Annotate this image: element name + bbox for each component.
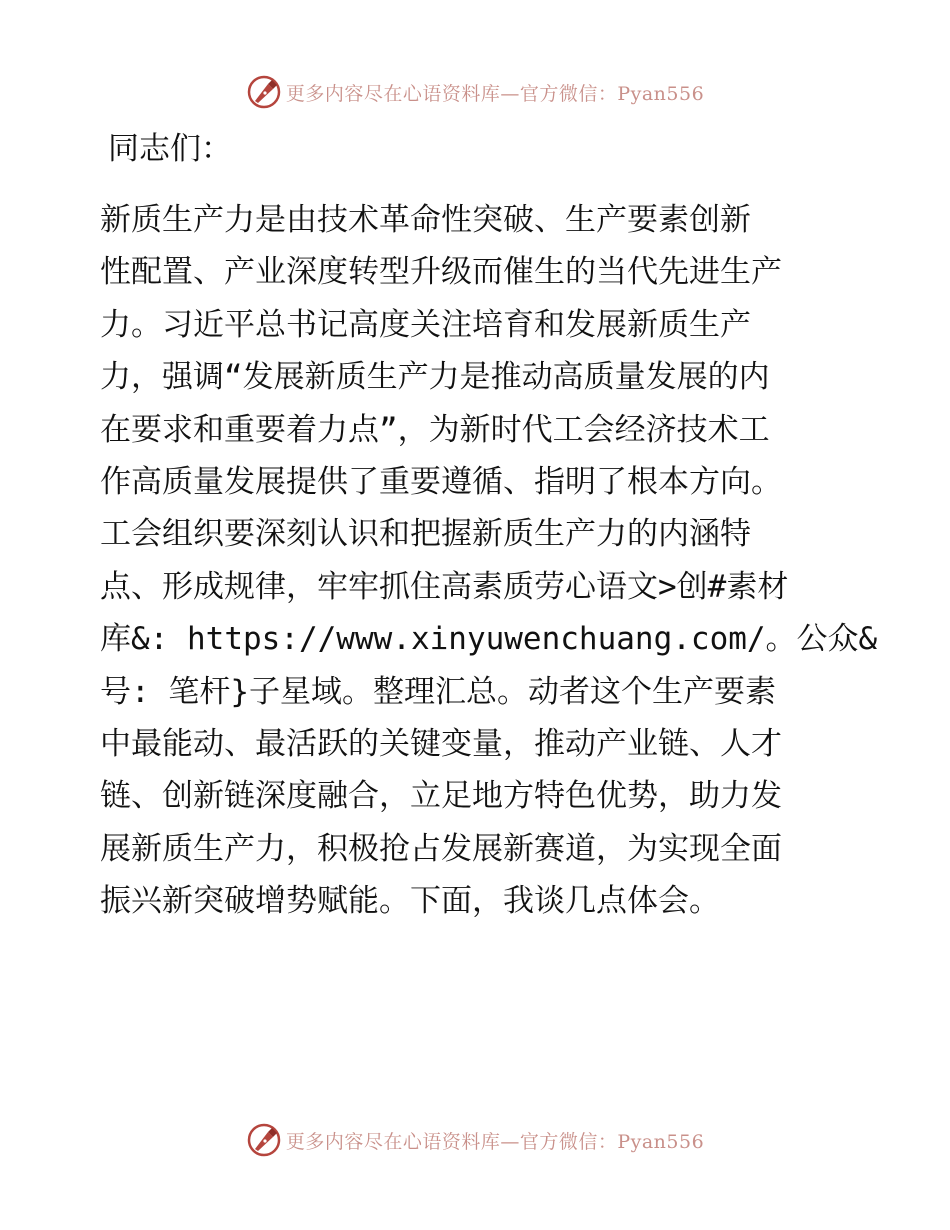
paragraph-line: 在要求和重要着力点”，为新时代工会经济技术工 [100,411,770,448]
pen-nib-logo-icon [246,1122,282,1158]
greeting: 同志们： [108,131,232,167]
banner-text: 更多内容尽在心语资料库—官方微信：Pyan556 [285,82,705,105]
paragraph-line: 号: 笔杆}子星域。整理汇总。动者这个生产要素 [100,673,776,710]
paragraph-line: 中最能动、最活跃的关键变量，推动产业链、人才 [100,725,782,762]
paragraph-line: 工会组织要深刻认识和把握新质生产力的内涵特 [100,516,751,553]
paragraph-line: 库&: https://www.xinyuwenchuang.com/。公众& [100,621,878,658]
paragraph-line: 力。习近平总书记高度关注培育和发展新质生产 [100,306,751,343]
paragraph-line: 新质生产力是由技术革命性突破、生产要素创新 [100,202,751,238]
body-paragraph [100,194,878,927]
paragraph-line: 力，强调“发展新质生产力是推动高质量发展的内 [100,359,770,396]
paragraph-line: 性配置、产业深度转型升级而催生的当代先进生产 [100,254,782,291]
pen-nib-logo-icon [246,74,282,110]
paragraph-line: 作高质量发展提供了重要遵循、指明了根本方向。 [100,463,782,500]
paragraph-line: 振兴新突破增势赋能。下面，我谈几点体会。 [100,883,720,920]
paragraph-line: 点、形成规律，牢牢抓住高素质劳心语文>创#素材 [100,568,789,605]
footer-banner [0,1118,950,1162]
paragraph-line: 链、创新链深度融合，立足地方特色优势，助力发 [100,778,782,815]
header-banner [0,70,950,114]
paragraph-line: 展新质生产力，积极抢占发展新赛道，为实现全面 [100,830,782,867]
banner-text: 更多内容尽在心语资料库—官方微信：Pyan556 [285,1130,705,1153]
